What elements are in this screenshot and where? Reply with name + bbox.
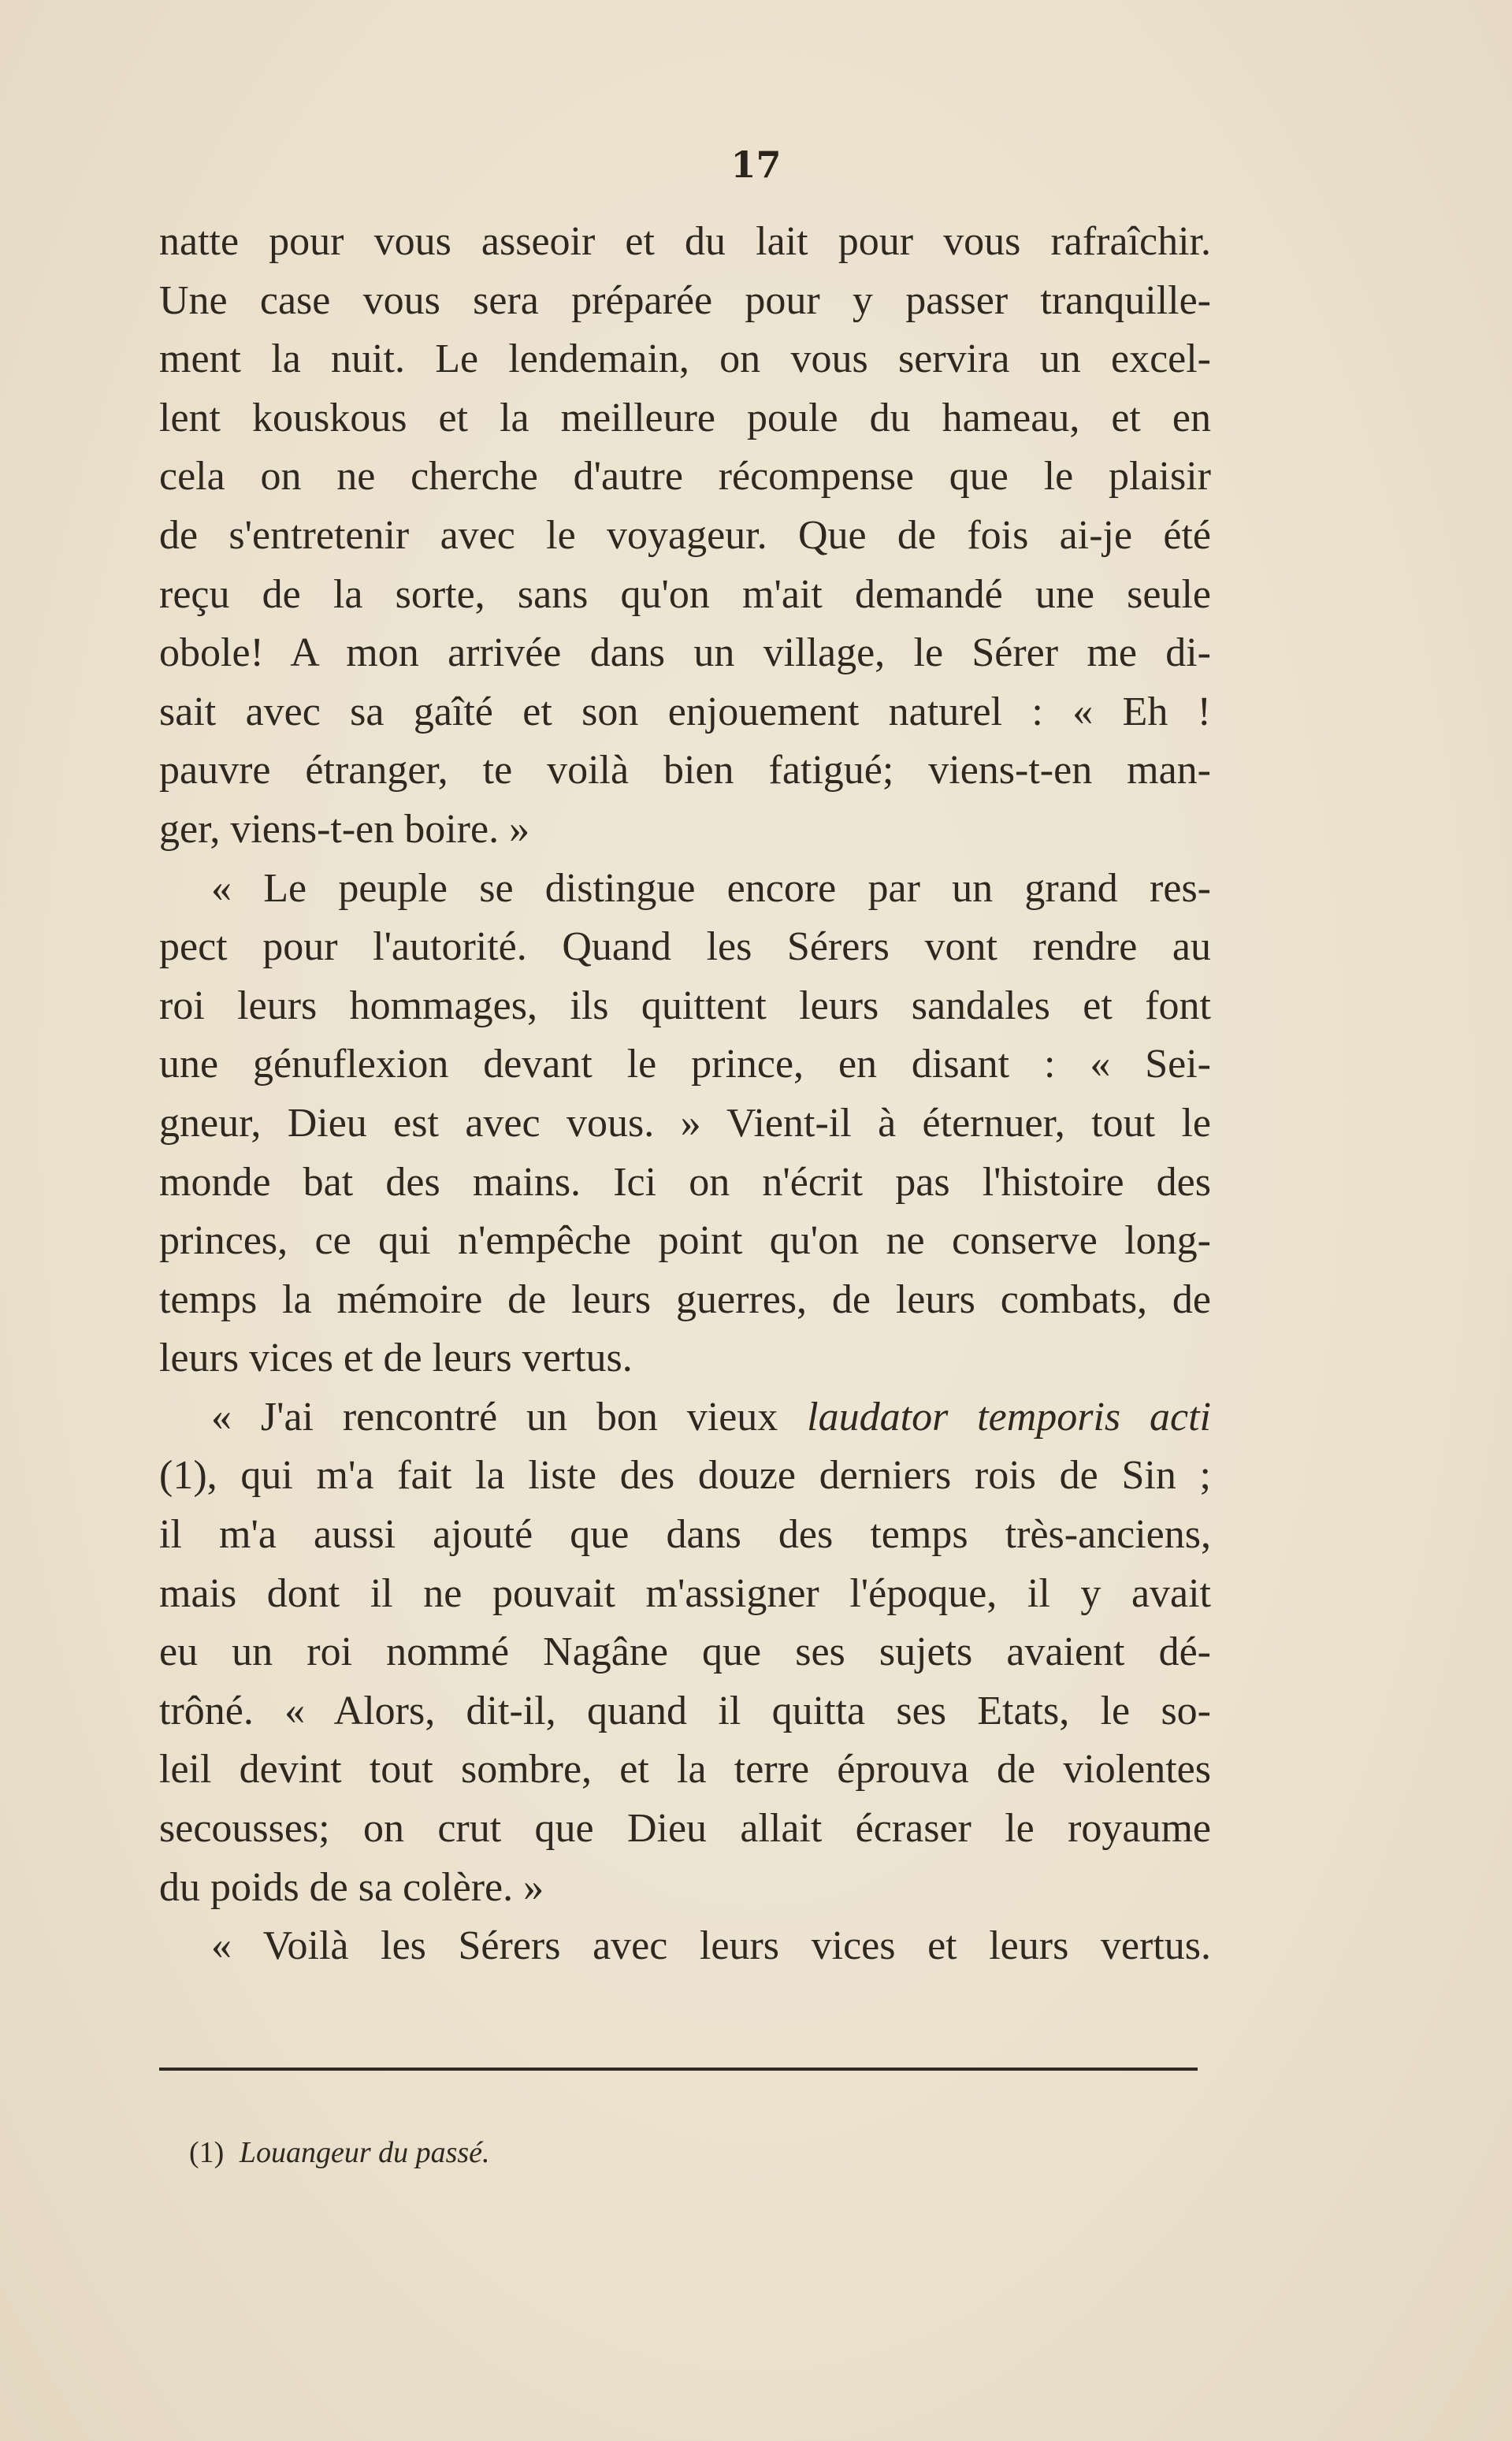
text-line: une génuflexion devant le prince, en disant : « Sei- <box>159 1042 1211 1087</box>
footnote-separator-rule <box>159 2068 1198 2071</box>
page-number: 17 <box>730 143 782 186</box>
text-line: roi leurs hommages, ils quittent leurs sandales et font <box>159 983 1211 1028</box>
text-line: reçu de la sorte, sans qu'on m'ait demandé une seule <box>159 571 1211 617</box>
text-line: natte pour vous asseoir et du lait pour vous rafraîchir. <box>159 219 1211 264</box>
text-line: secousses; on crut que Dieu allait écraser le royaume <box>159 1806 1211 1852</box>
text-line: sait avec sa gaîté et son enjouement naturel : « Eh ! <box>159 689 1211 734</box>
text-line: du poids de sa colère. » <box>159 1864 544 1910</box>
text-line: trôné. « Alors, dit-il, quand il quitta ses Etats, le so- <box>159 1688 1211 1733</box>
text-line: Une case vous sera préparée pour y passer tranquille- <box>159 277 1211 323</box>
text-line: mais dont il ne pouvait m'assigner l'époque, il y avait <box>159 1570 1211 1616</box>
text-line: de s'entretenir avec le voyageur. Que de fois ai-je été <box>159 512 1211 558</box>
text-line: (1), qui m'a fait la liste des douze derniers rois de Sin ; <box>159 1453 1211 1499</box>
text-line: cela on ne cherche d'autre récompense que le plaisir <box>159 454 1211 500</box>
text-line: temps la mémoire de leurs guerres, de leurs combats, de <box>159 1276 1211 1322</box>
text-line: pauvre étranger, te voilà bien fatigué; viens-t-en man- <box>159 748 1211 793</box>
text-line: il m'a aussi ajouté que dans des temps très-anciens, <box>159 1512 1211 1558</box>
footnote <box>189 2135 490 2170</box>
text-line <box>159 1388 1211 1447</box>
body-text <box>159 213 1211 1976</box>
text-line: eu un roi nommé Nagâne que ses sujets avaient dé- <box>159 1629 1211 1675</box>
footnote-marker: (1) <box>189 2136 225 2169</box>
text-line: princes, ce qui n'empêche point qu'on ne conserve long- <box>159 1218 1211 1264</box>
text-line: obole! A mon arrivée dans un village, le Sérer me di- <box>159 630 1211 676</box>
footnote-text: Louangeur du passé. <box>239 2136 490 2169</box>
text-segment: « J'ai rencontré un bon vieux <box>211 1394 778 1440</box>
text-line: leil devint tout sombre, et la terre éprouva de violentes <box>159 1747 1211 1793</box>
text-line: pect pour l'autorité. Quand les Sérers vont rendre au <box>159 924 1211 970</box>
text-line: gneur, Dieu est avec vous. » Vient-il à éternuer, tout le <box>159 1100 1211 1146</box>
latin-phrase: laudator temporis acti <box>807 1394 1212 1440</box>
text-line: leurs vices et de leurs vertus. <box>159 1336 633 1381</box>
text-line: « Voilà les Sérers avec leurs vices et leurs vertus. <box>211 1923 1211 1969</box>
text-line: lent kouskous et la meilleure poule du hameau, et en <box>159 395 1211 440</box>
text-line: ger, viens-t-en boire. » <box>159 806 530 852</box>
text-line: « Le peuple se distingue encore par un grand res- <box>211 865 1211 911</box>
text-line: ment la nuit. Le lendemain, on vous servira un excel- <box>159 336 1211 382</box>
text-line: monde bat des mains. Ici on n'écrit pas l'histoire des <box>159 1159 1211 1205</box>
